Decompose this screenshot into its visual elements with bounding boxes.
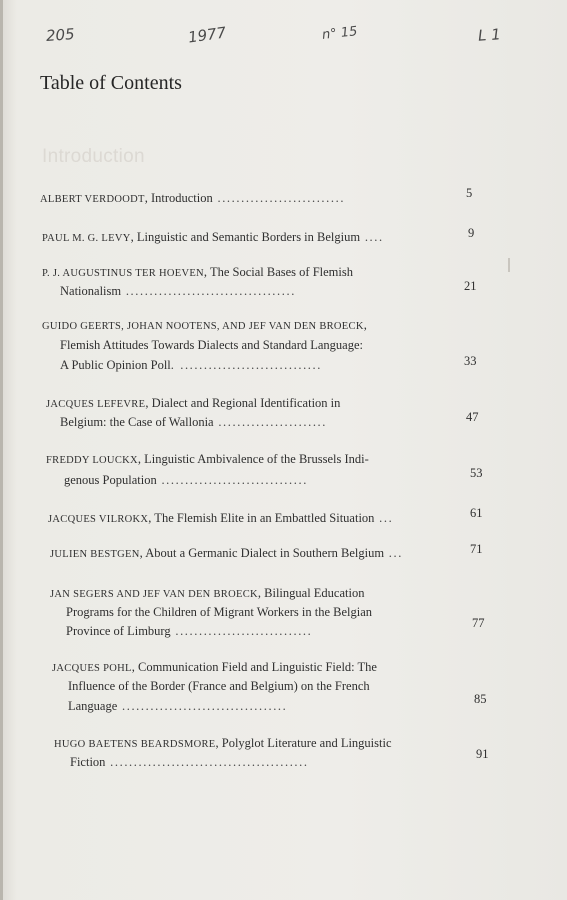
toc-line <box>46 452 369 467</box>
handwritten-note: 205 <box>45 25 76 45</box>
toc-page-number: 21 <box>464 279 477 293</box>
toc-author: FREDDY LOUCKX <box>46 455 138 466</box>
leader-dots: ... <box>374 511 394 525</box>
page-blemish <box>508 258 510 272</box>
toc-line <box>68 699 287 714</box>
toc-line <box>52 660 377 675</box>
toc-line <box>64 473 308 488</box>
toc-title: , <box>363 318 367 332</box>
leader-dots: ....................... <box>213 415 328 429</box>
toc-author: PAUL M. G. LEVY <box>42 233 131 244</box>
toc-title: , Linguistic Ambivalence of the Brussels Indi- <box>137 452 369 466</box>
leader-dots: .... <box>360 230 384 244</box>
toc-line <box>46 396 340 411</box>
toc-line <box>60 415 327 430</box>
toc-author: P. J. AUGUSTINUS TER HOEVEN <box>42 268 204 279</box>
toc-title: Nationalism <box>60 284 122 298</box>
leader-dots: ... <box>384 546 403 560</box>
toc-page-number: 33 <box>464 354 477 368</box>
leader-dots: ............................... <box>156 473 308 487</box>
leader-dots: . .............................. <box>170 358 322 372</box>
toc-page-number: 77 <box>472 616 485 630</box>
toc-page-number: 71 <box>470 542 483 556</box>
toc-title: , The Social Bases of Flemish <box>203 265 353 279</box>
toc-page-number: 9 <box>468 226 475 240</box>
toc-title: Belgium: the Case of Wallonia <box>60 415 214 429</box>
toc-title: , About a Germanic Dialect in Southern Belgium <box>139 546 385 560</box>
toc-title: , Bilingual Education <box>257 586 365 600</box>
handwritten-note: n° 15 <box>321 24 359 43</box>
toc-author: HUGO BAETENS BEARDSMORE <box>54 739 216 750</box>
toc-title: , Introduction <box>144 191 213 205</box>
toc-title: A Public Opinion Poll <box>60 358 171 372</box>
handwritten-note: 1977 <box>186 23 228 47</box>
toc-line <box>50 546 403 561</box>
toc-page-number: 85 <box>474 692 487 706</box>
show-through-text: Introduction <box>42 146 145 167</box>
toc-page-number: 47 <box>466 410 479 424</box>
toc-page-number: 61 <box>470 506 483 520</box>
toc-author: JACQUES POHL <box>52 663 132 674</box>
toc-page-number: 5 <box>466 186 473 200</box>
leader-dots: ................................... <box>117 699 288 713</box>
toc-line <box>42 230 384 245</box>
toc-title: , Linguistic and Semantic Borders in Belgium <box>130 230 361 244</box>
toc-author: JULIEN BESTGEN <box>50 549 140 560</box>
toc-page-number: 91 <box>476 747 489 761</box>
leader-dots: .................................... <box>121 284 296 298</box>
leader-dots: .......................................... <box>105 755 309 769</box>
toc-line <box>60 358 322 373</box>
toc-line <box>60 284 296 299</box>
toc-title: Influence of the Border (France and Belgium) on the French <box>68 679 370 693</box>
toc-title: , Polyglot Literature and Linguistic <box>215 736 392 750</box>
toc-author: JAN SEGERS AND JEF VAN DEN BROECK <box>50 589 258 600</box>
toc-title: Flemish Attitudes Towards Dialects and Standard Language: <box>60 338 364 352</box>
toc-line <box>66 605 372 620</box>
toc-line <box>50 586 364 601</box>
toc-title: , Dialect and Regional Identification in <box>145 396 341 410</box>
toc-line <box>60 338 363 353</box>
toc-title: , The Flemish Elite in an Embattled Situation <box>148 511 375 525</box>
toc-title: Fiction <box>70 755 106 769</box>
toc-title: Province of Limburg <box>66 624 171 638</box>
toc-line <box>42 265 353 280</box>
toc-line <box>40 191 345 206</box>
toc-title: Programs for the Children of Migrant Workers in the Belgian <box>66 605 372 619</box>
toc-line <box>70 755 309 770</box>
toc-title: genous Population <box>64 473 157 487</box>
toc-author: JACQUES VILROKX <box>48 514 149 525</box>
leader-dots: ............................. <box>170 624 313 638</box>
toc-line <box>54 736 392 751</box>
leader-dots: ........................... <box>212 191 346 205</box>
toc-line <box>68 679 370 694</box>
toc-page-number: 53 <box>470 466 483 480</box>
page-title: Table of Contents <box>40 72 182 94</box>
toc-line <box>66 624 312 639</box>
toc-title: Language <box>68 699 118 713</box>
page-gutter <box>0 0 3 900</box>
handwritten-note: L 1 <box>477 25 502 45</box>
toc-line <box>48 511 393 526</box>
toc-author: GUIDO GEERTS, JOHAN NOOTENS, AND JEF VAN DEN BROECK <box>42 321 364 332</box>
toc-line <box>42 318 367 333</box>
toc-author: ALBERT VERDOODT <box>40 194 145 205</box>
toc-title: , Communication Field and Linguistic Field: The <box>131 660 377 674</box>
toc-author: JACQUES LEFEVRE <box>46 399 146 410</box>
